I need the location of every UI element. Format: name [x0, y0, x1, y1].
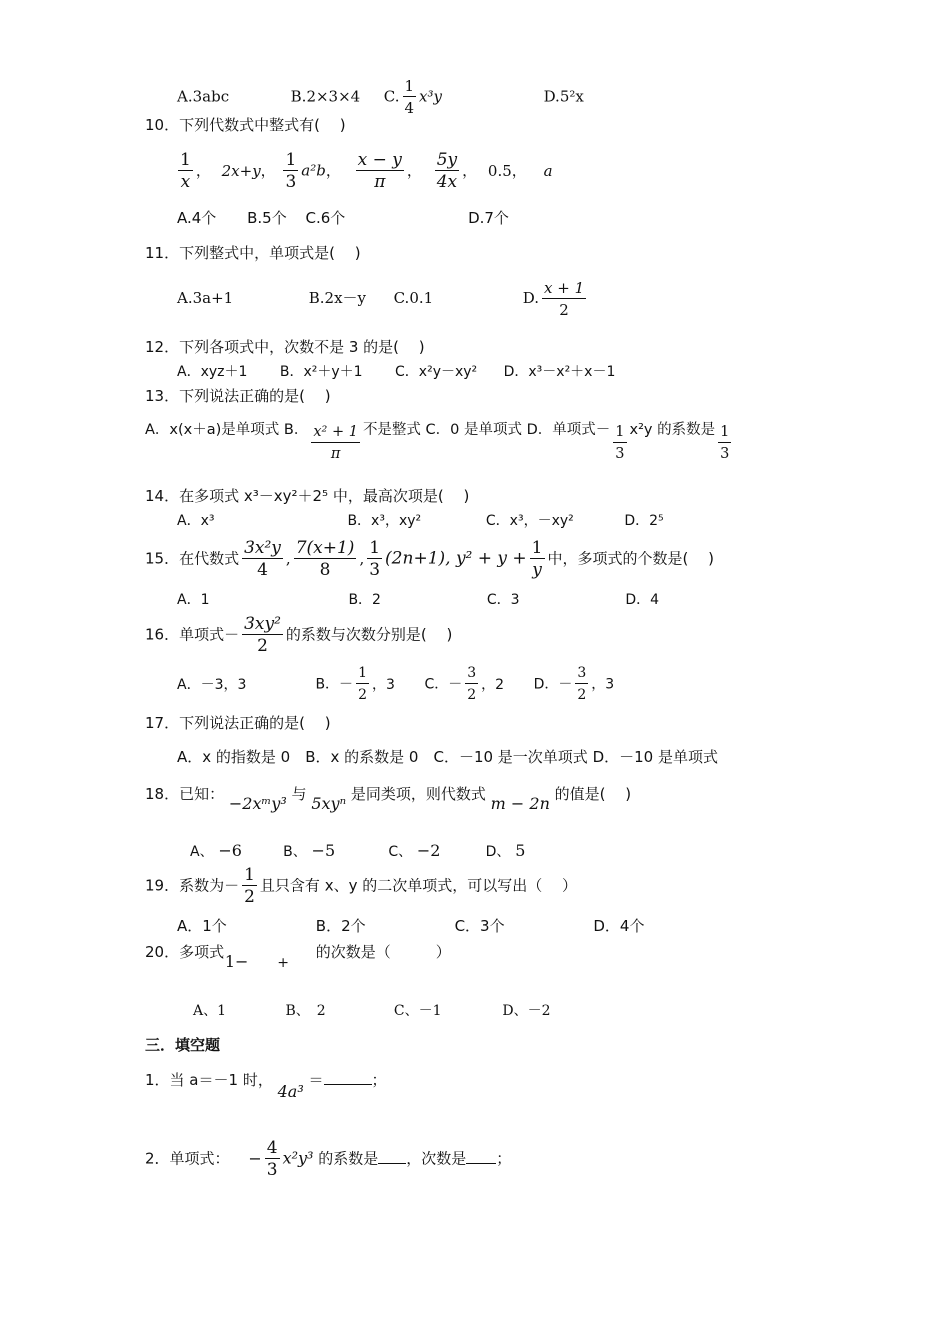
- fill-question-1: 1．当 a＝－1 时， 4a³ ＝ ；: [145, 1071, 387, 1101]
- q9-option-a: A.3abc: [177, 87, 230, 106]
- q20-stem: 20．多项式 1− + 的次数是（ ）: [145, 943, 451, 971]
- degree-blank[interactable]: [466, 1149, 496, 1164]
- q9-fraction-c: $\frac{1}{4}$: [404, 77, 415, 117]
- q15-stem: 15．在代数式 $\frac{\text{3x²y}}{4}$ , $\frac{7(x+1)}{8}$ , $\frac{1}{3}$ (2n+1), y² + y + $\frac{1}{y}$ 中，多项式的个数是( ): [145, 538, 714, 580]
- q13-options: A．x(x＋a)是单项式 B． $\frac{\text{x² + 1}}{\pi}$ 不是整式 C．0 是单项式 D．单项式－ $\frac{1}{3}$ x²y 的系数是 $\frac{1}{3}$: [145, 422, 730, 462]
- q19-stem: 19．系数为－ $\frac{1}{2}$ 且只含有 x、y 的二次单项式，可以写出（ ）: [145, 865, 577, 907]
- q16-options: A．－3，3 B．－ $\frac{1}{2}$ ，3 C．－ $\frac{3}{2}$ ，2 D．－ $\frac{3}{2}$ ，3: [177, 665, 615, 703]
- q12-options: A．xyz＋1 B．x²＋y＋1 C．x²y－xy² D．x³－x²＋x－1: [177, 364, 616, 380]
- q10-expressions: $\frac{1}{x}$ ， 2x+y， $\frac{1}{3}$ a²b， $\frac{x - y}{\pi}$ ， $\frac{5y}{4x}$ ， 0.5， a: [180, 150, 553, 192]
- q15-options: A．1 B．2 C．3 D．4: [177, 592, 660, 608]
- q10-stem: 10．下列代数式中整式有( ): [145, 116, 346, 134]
- q17-stem: 17．下列说法正确的是( ): [145, 714, 331, 732]
- fill-question-2: 2．单项式： − $\frac{4}{3}$ x²y³ 的系数是 ，次数是 ；: [145, 1138, 512, 1180]
- q10-options: A.4个 B.5个 C.6个 D.7个: [177, 209, 509, 227]
- q9-option-d: D.5²x: [543, 87, 584, 106]
- q20-options: A、1 B、 2 C、－1 D、－2: [193, 1003, 551, 1019]
- q9-option-b: B.2×3×4: [290, 87, 361, 106]
- q17-options: A．x 的指数是 0 B．x 的系数是 0 C．－10 是一次单项式 D．－10 是单项式: [177, 748, 718, 766]
- coefficient-blank[interactable]: [378, 1149, 406, 1164]
- q11-stem: 11．下列整式中，单项式是( ): [145, 244, 361, 262]
- q18-options: A、 −6 B、 −5 C、 −2 D、 5: [190, 841, 526, 860]
- answer-blank[interactable]: [324, 1070, 372, 1085]
- q12-stem: 12．下列各项式中，次数不是 3 的是( ): [145, 338, 425, 356]
- q18-stem: 18．已知： −2xᵐy³ 与 5xyⁿ 是同类项，则代数式 m − 2n 的值是( ): [145, 785, 632, 813]
- q16-stem: 16．单项式－ $\frac{\text{3xy²}}{2}$ 的系数与次数分别是( ): [145, 614, 453, 656]
- q19-options: A．1个 B．2个 C．3个 D．4个: [177, 917, 645, 935]
- section-title: 三．填空题: [145, 1036, 221, 1054]
- q9-options: A.3abc B.2×3×4 C. $\frac{1}{4}$ x³y D.5²x: [177, 77, 584, 117]
- q14-stem: 14．在多项式 x³－xy²＋2⁵ 中，最高次项是( ): [145, 487, 470, 505]
- q13-stem: 13．下列说法正确的是( ): [145, 387, 331, 405]
- q11-options: A.3a+1 B.2x－y C.0.1 D. $\frac{x + 1}{2}$: [177, 279, 585, 319]
- q14-options: A．x³ B．x³，xy² C．x³，－xy² D．2⁵: [177, 513, 664, 529]
